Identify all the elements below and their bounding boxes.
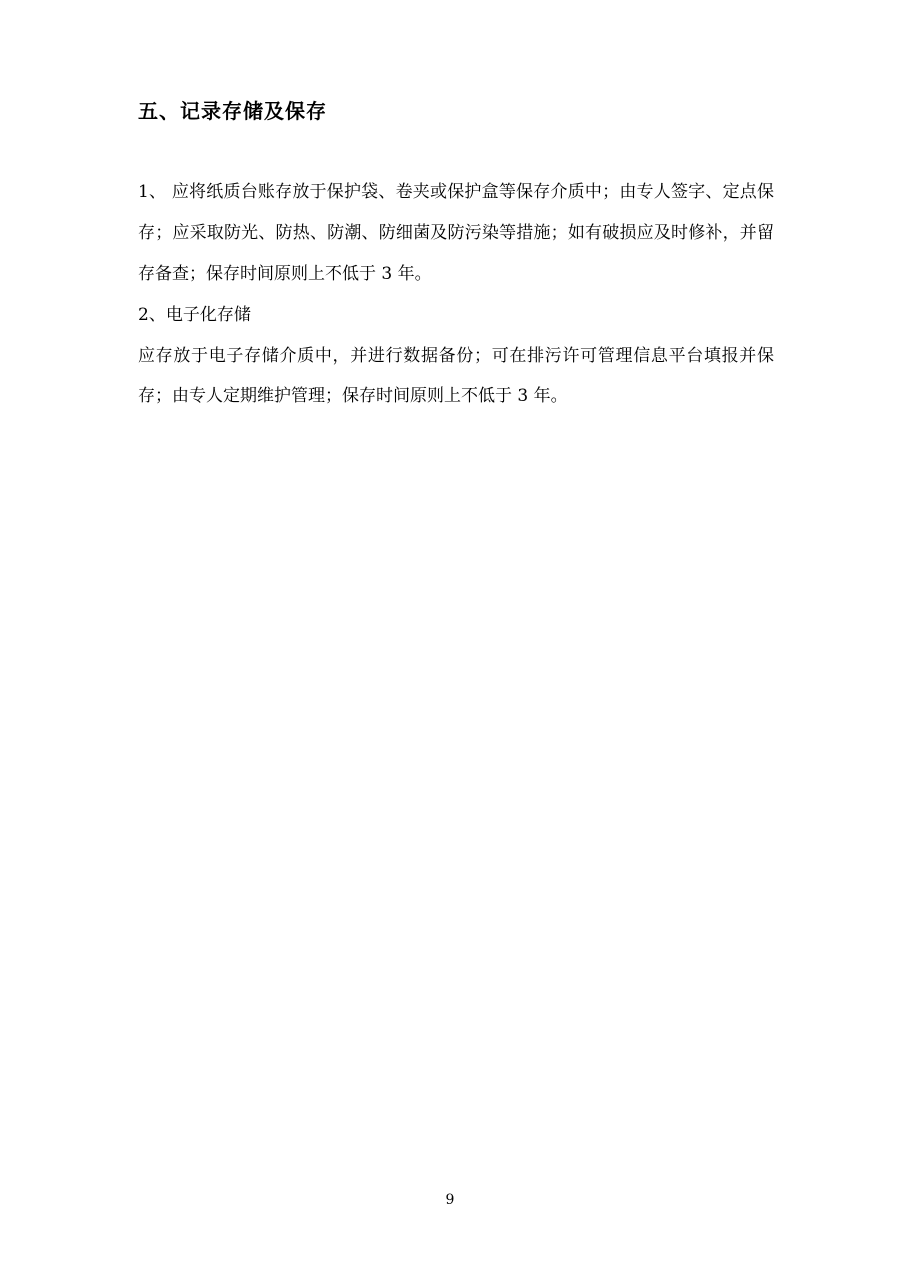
section-heading: 五、记录存储及保存 — [138, 99, 327, 123]
paragraph-item-1: 1、 应将纸质台账存放于保护袋、卷夹或保护盒等保存介质中；由专人签字、定点保存；应采取防光、防热、防潮、防细菌及防污染等措施；如有破损应及时修补，并留存备查；保存时间原则上不低于 3 年。 — [138, 182, 774, 284]
paragraph-item-3: 应存放于电子存储介质中，并进行数据备份；可在排污许可管理信息平台填报并保存；由专人定期维护管理；保存时间原则上不低于 3 年。 — [138, 346, 774, 406]
paragraph-group — [138, 172, 774, 416]
paragraph-item-2: 2、电子化存储 — [138, 305, 251, 325]
document-body — [138, 96, 774, 416]
page-number: 9 — [445, 1192, 455, 1208]
